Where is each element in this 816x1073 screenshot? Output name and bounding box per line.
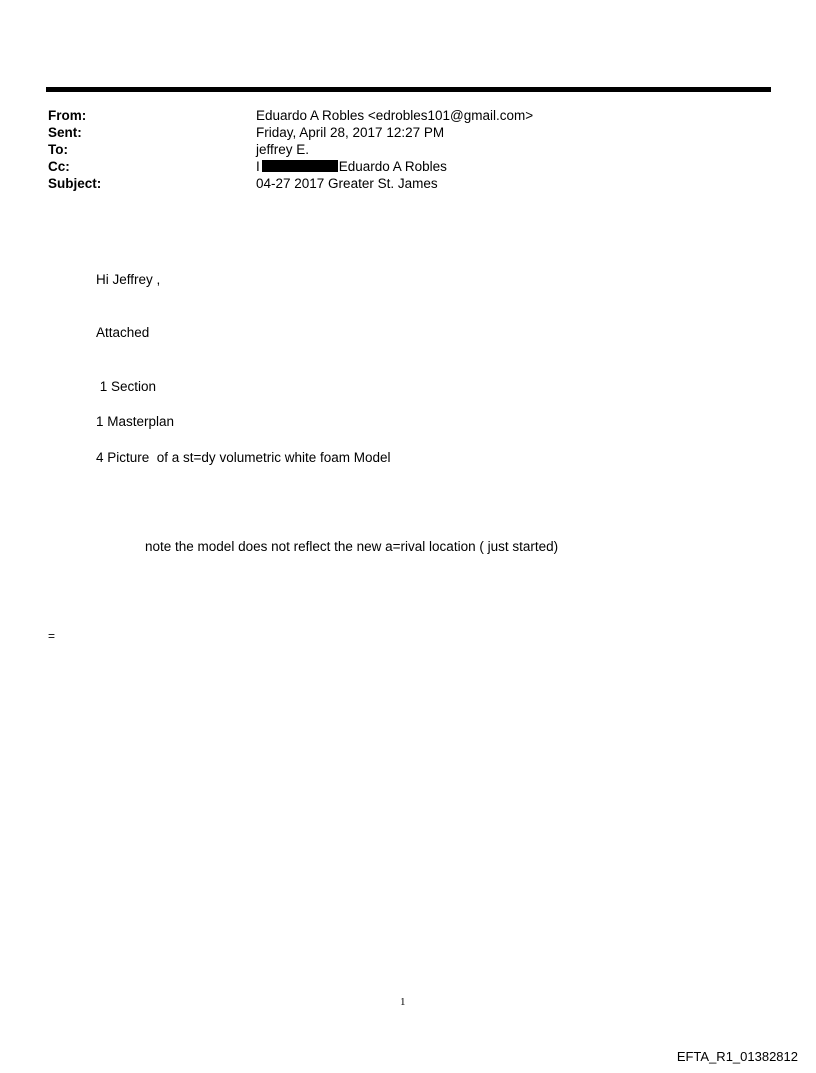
attachment-item-pictures: 4 Picture of a st=dy volumetric white foam Model xyxy=(96,450,391,465)
cc-value-prefix: I xyxy=(256,159,260,174)
greeting-line: Hi Jeffrey , xyxy=(96,272,161,287)
subject-row xyxy=(48,175,768,192)
to-row xyxy=(48,141,768,158)
from-row xyxy=(48,107,768,124)
sent-value: Friday, April 28, 2017 12:27 PM xyxy=(256,125,445,140)
trailing-character: = xyxy=(48,629,56,643)
email-header xyxy=(48,107,768,192)
subject-label: Subject: xyxy=(48,176,102,191)
cc-label: Cc: xyxy=(48,159,70,174)
subject-value: 04-27 2017 Greater St. James xyxy=(256,176,438,191)
header-divider xyxy=(46,87,771,92)
cc-value: Eduardo A Robles xyxy=(338,159,447,174)
sent-label: Sent: xyxy=(48,125,82,140)
attachment-item-masterplan: 1 Masterplan xyxy=(96,414,175,429)
cc-value-wrapper xyxy=(256,158,768,175)
sent-row xyxy=(48,124,768,141)
redaction-block xyxy=(262,160,338,172)
document-id: EFTA_R1_01382812 xyxy=(676,1049,798,1064)
from-value: Eduardo A Robles <edrobles101@gmail.com> xyxy=(256,108,534,123)
page-number: 1 xyxy=(400,996,406,1008)
to-value: jeffrey E. xyxy=(256,142,310,157)
from-label: From: xyxy=(48,108,87,123)
to-label: To: xyxy=(48,142,68,157)
note-line: note the model does not reflect the new a=rival location ( just started) xyxy=(145,539,559,554)
attached-line: Attached xyxy=(96,325,150,340)
attachment-item-section: 1 Section xyxy=(96,379,157,394)
cc-row xyxy=(48,158,768,175)
